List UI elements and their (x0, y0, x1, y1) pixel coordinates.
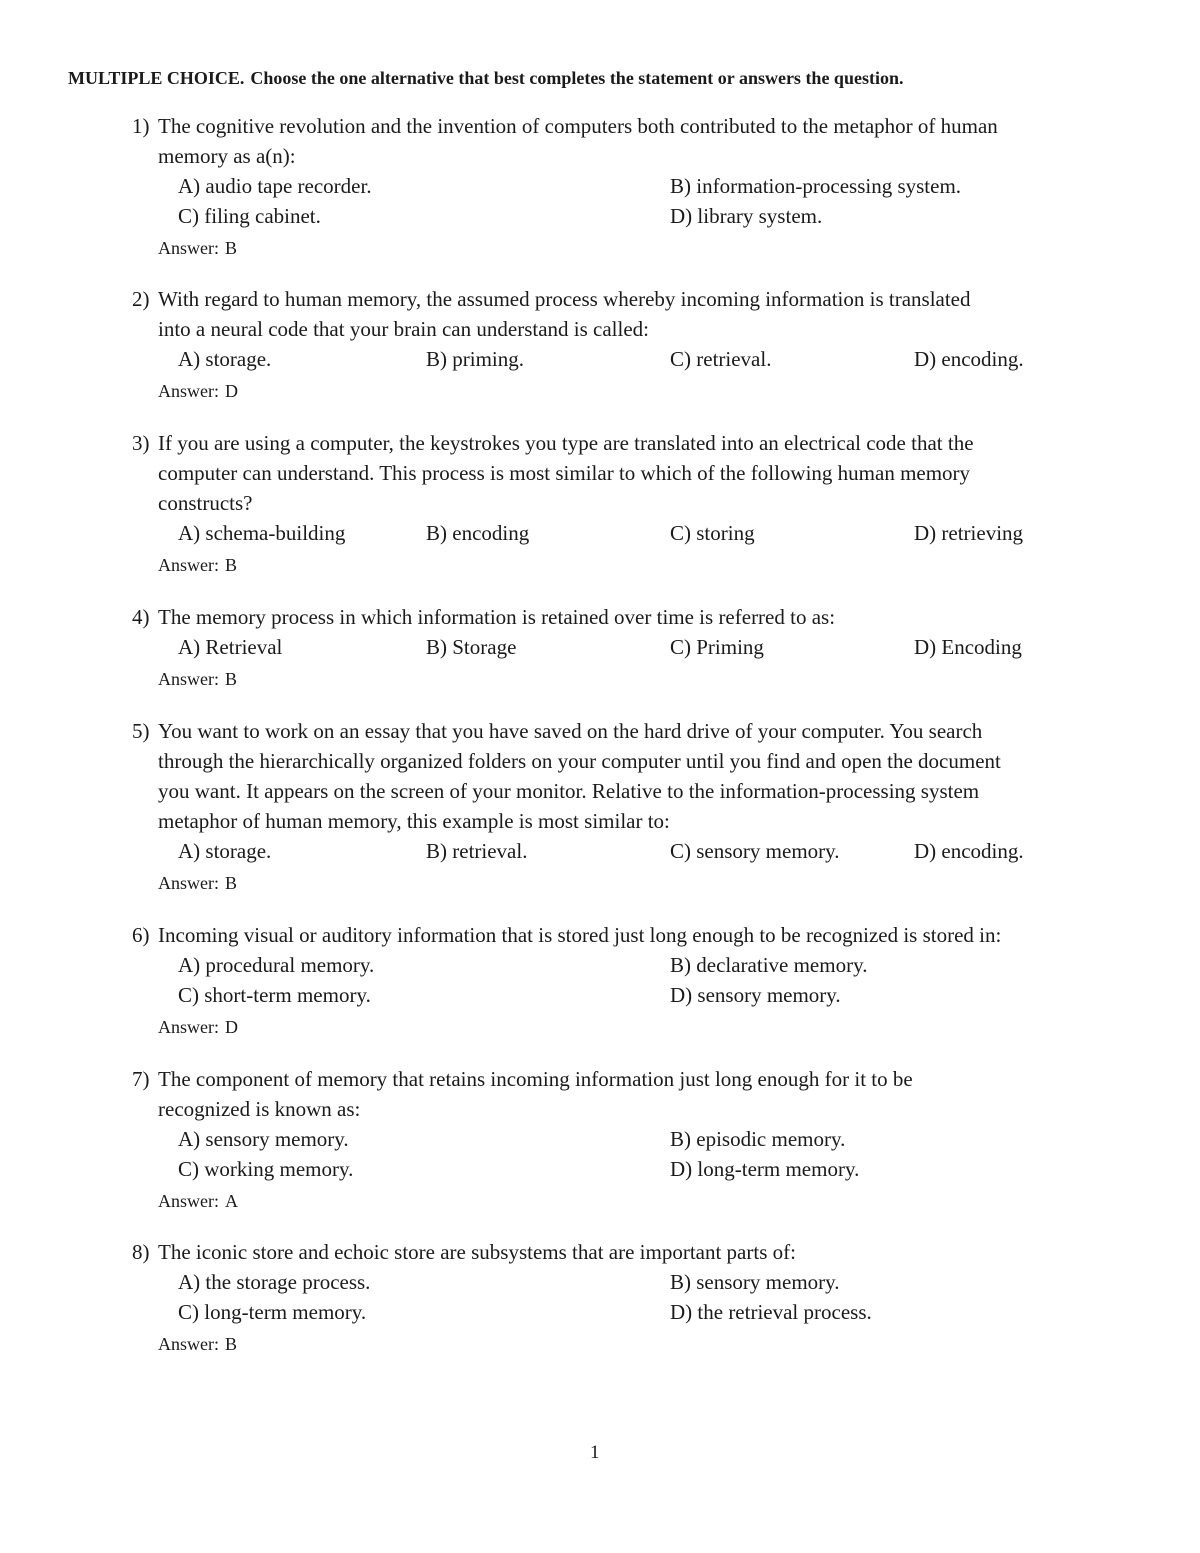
answer-value: B (225, 669, 238, 689)
answer-line (158, 233, 1200, 263)
option-a: A) storage. (178, 839, 272, 863)
option-d: D) encoding. (914, 839, 1024, 863)
option-c: C) long-term memory. (178, 1300, 367, 1324)
question-7 (0, 1064, 1200, 1216)
question-number: 4) (132, 605, 150, 629)
answer-line (158, 664, 1200, 694)
question-number: 7) (132, 1067, 150, 1091)
answer-line (158, 376, 1200, 406)
option-d: D) long-term memory. (670, 1157, 860, 1181)
option-list (0, 518, 1200, 548)
option-c: C) retrieval. (670, 347, 772, 371)
answer-line (158, 550, 1200, 580)
question-text: The memory process in which information is retained over time is referred to as: (158, 605, 836, 629)
option-c: C) working memory. (178, 1157, 354, 1181)
answer-line (158, 1329, 1200, 1359)
question-2 (0, 284, 1200, 406)
question-1 (0, 111, 1200, 263)
answer-value: B (225, 238, 238, 258)
option-b: B) episodic memory. (670, 1127, 846, 1151)
question-6 (0, 920, 1200, 1042)
question-text: You want to work on an essay that you have saved on the hard drive of your computer. You search through the hierarchically organized folders on your computer until you find and open the document you want. It appears on the screen of your monitor. Relative to the information-processing system metaphor of human memory, this example is most similar to: (158, 719, 1001, 833)
answer-value: B (225, 873, 238, 893)
answer-label: Answer: (158, 555, 219, 575)
option-b: B) priming. (426, 347, 524, 371)
option-a: A) sensory memory. (178, 1127, 349, 1151)
section-heading (68, 66, 903, 90)
option-a: A) procedural memory. (178, 953, 375, 977)
option-list (0, 1124, 1200, 1184)
question-text: If you are using a computer, the keystrokes you type are translated into an electrical code that the computer can understand. This process is most similar to which of the following human memory constructs? (158, 431, 974, 515)
option-d: D) sensory memory. (670, 983, 841, 1007)
option-d: D) encoding. (914, 347, 1024, 371)
question-text: Incoming visual or auditory information that is stored just long enough to be recognized is stored in: (158, 923, 1002, 947)
option-list (0, 171, 1200, 231)
option-d: D) library system. (670, 204, 823, 228)
question-text: The component of memory that retains incoming information just long enough for it to be recognized is known as: (158, 1067, 913, 1121)
option-a: A) the storage process. (178, 1270, 371, 1294)
answer-label: Answer: (158, 381, 219, 401)
question-text: With regard to human memory, the assumed process whereby incoming information is translated into a neural code that your brain can understand is called: (158, 287, 971, 341)
answer-value: D (225, 1017, 238, 1037)
section-instruction: Choose the one alternative that best completes the statement or answers the question. (250, 68, 904, 88)
answer-value: B (225, 555, 238, 575)
option-b: B) declarative memory. (670, 953, 868, 977)
answer-value: A (225, 1191, 238, 1211)
option-c: C) storing (670, 521, 755, 545)
question-number: 8) (132, 1240, 150, 1264)
option-c: C) filing cabinet. (178, 204, 321, 228)
option-d: D) retrieving (914, 521, 1024, 545)
answer-value: D (225, 381, 238, 401)
option-c: C) sensory memory. (670, 839, 840, 863)
option-c: C) short-term memory. (178, 983, 371, 1007)
option-list (0, 632, 1200, 662)
option-b: B) information-processing system. (670, 174, 962, 198)
option-c: C) Priming (670, 635, 764, 659)
answer-label: Answer: (158, 1017, 219, 1037)
option-d: D) Encoding (914, 635, 1022, 659)
answer-value: B (225, 1334, 238, 1354)
question-5 (0, 716, 1200, 898)
question-number: 5) (132, 719, 150, 743)
option-list (0, 950, 1200, 1010)
answer-line (158, 1186, 1200, 1216)
section-heading-lead: MULTIPLE CHOICE. (68, 68, 245, 88)
page-number: 1 (590, 1442, 600, 1463)
answer-label: Answer: (158, 873, 219, 893)
answer-label: Answer: (158, 238, 219, 258)
answer-label: Answer: (158, 1334, 219, 1354)
question-3 (0, 428, 1200, 580)
answer-label: Answer: (158, 669, 219, 689)
option-b: B) retrieval. (426, 839, 528, 863)
option-b: B) Storage (426, 635, 517, 659)
option-a: A) audio tape recorder. (178, 174, 372, 198)
option-list (0, 836, 1200, 866)
option-list (0, 344, 1200, 374)
answer-label: Answer: (158, 1191, 219, 1211)
question-text: The iconic store and echoic store are subsystems that are important parts of: (158, 1240, 796, 1264)
option-a: A) schema-building (178, 521, 346, 545)
answer-line (158, 1012, 1200, 1042)
option-b: B) encoding (426, 521, 530, 545)
question-4 (0, 602, 1200, 694)
question-number: 3) (132, 431, 150, 455)
option-d: D) the retrieval process. (670, 1300, 872, 1324)
question-text: The cognitive revolution and the invention of computers both contributed to the metaphor of human memory as a(n): (158, 114, 998, 168)
option-a: A) Retrieval (178, 635, 283, 659)
option-a: A) storage. (178, 347, 272, 371)
question-number: 6) (132, 923, 150, 947)
question-number: 2) (132, 287, 150, 311)
question-8 (0, 1237, 1200, 1359)
answer-line (158, 868, 1200, 898)
question-number: 1) (132, 114, 150, 138)
option-b: B) sensory memory. (670, 1270, 840, 1294)
option-list (0, 1267, 1200, 1327)
